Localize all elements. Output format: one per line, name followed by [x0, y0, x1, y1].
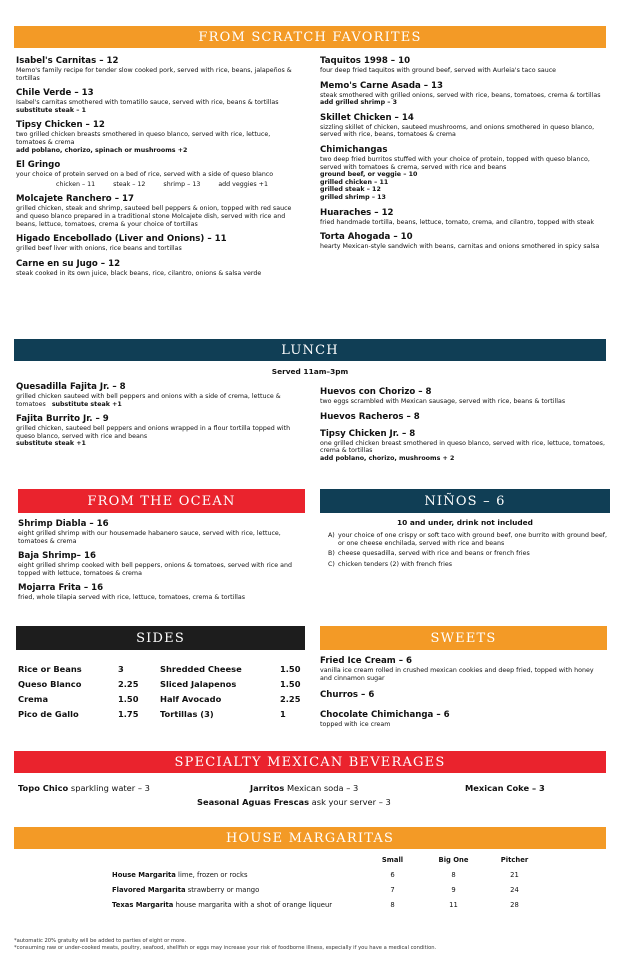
menu-item — [16, 382, 300, 408]
menu-item — [320, 56, 608, 75]
price-cell: 7 — [390, 885, 395, 894]
margarita-name: Texas Margarita — [112, 900, 174, 909]
beverage-item — [465, 783, 545, 793]
beverages-banner — [14, 751, 606, 773]
margarita-desc: house margarita with a shot of orange liqueur — [173, 900, 333, 909]
beverage-desc: Mexican soda – 3 — [284, 783, 359, 793]
price-cell: 21 — [510, 870, 519, 879]
table-header — [112, 852, 545, 867]
item-extra: substitute steak – 1 — [16, 106, 87, 114]
sides-title: SIDES — [136, 630, 185, 646]
lunch-banner — [14, 339, 606, 361]
menu-item — [320, 81, 608, 107]
side-price: 3 — [118, 664, 124, 674]
lunch-title: LUNCH — [281, 342, 339, 358]
footer-note: *automatic 20% gratuity will be added to parties of eight or more. — [14, 938, 187, 944]
menu-item — [18, 551, 305, 577]
side-name: Rice or Beans — [18, 664, 82, 674]
item-desc: hearty Mexican-style sandwich with beans, carnitas and onions smothered in spicy salsa — [320, 243, 600, 251]
item-name: Taquitos 1998 – 10 — [320, 56, 411, 66]
item-name: Chimichangas — [320, 144, 388, 155]
item-name: Churros – 6 — [320, 690, 375, 701]
menu-item — [320, 656, 607, 682]
menu-item — [16, 160, 300, 188]
item-desc: vanilla ice cream rolled in crushed mexican cookies and deep fried, topped with honey and cinnamon sugar — [320, 667, 594, 682]
item-name: Fried Ice Cream – 6 — [320, 656, 412, 666]
side-name: Pico de Gallo — [18, 709, 79, 719]
menu-item — [16, 120, 300, 154]
item-letter: C) — [328, 560, 335, 568]
sides-left — [18, 662, 146, 722]
column-header: Pitcher — [500, 855, 529, 864]
footer-note: *consuming raw or under-cooked meats, poultry, seafood, shellfish or eggs may increase your risk of foodborne illness, especially if you have a medical condition. — [14, 945, 437, 951]
sweets-banner — [320, 626, 607, 650]
item-letter: A) — [328, 532, 335, 539]
ninos-subtitle: 10 and under, drink not included — [397, 518, 533, 527]
table-row — [112, 897, 545, 912]
item-name: Shrimp Diabla – 16 — [18, 519, 109, 529]
scratch-left-column — [16, 56, 300, 283]
item-name: Higado Encebollado (Liver and Onions) – 11 — [16, 234, 227, 245]
menu-item — [16, 414, 300, 448]
menu-item — [320, 429, 608, 463]
list-item — [328, 561, 608, 569]
item-extra: add poblano, chorizo, mushrooms + 2 — [320, 454, 455, 462]
menu-item — [320, 412, 608, 423]
side-row — [160, 692, 305, 707]
margaritas-table — [112, 852, 545, 912]
list-item — [328, 550, 608, 558]
item-desc: fried handmade tortilla, beans, lettuce, tomato, crema, and cilantro, topped with steak — [320, 218, 595, 226]
side-price: 2.25 — [280, 694, 301, 704]
item-name: Molcajete Ranchero – 17 — [16, 194, 134, 205]
side-price: 1.50 — [118, 694, 139, 704]
price-cell: 8 — [451, 870, 456, 879]
item-desc: fried, whole tilapia served with rice, lettuce, tomatoes, crema & tortillas — [18, 594, 246, 602]
item-name: Chile Verde – 13 — [16, 88, 94, 99]
lunch-left-column — [16, 382, 300, 454]
item-name: Tipsy Chicken – 12 — [16, 120, 105, 131]
beverage-item — [197, 797, 391, 807]
beverage-desc: sparkling water – 3 — [68, 783, 150, 793]
item-name: Tipsy Chicken Jr. – 8 — [320, 428, 416, 439]
menu-item — [16, 234, 300, 253]
side-price: 1.75 — [118, 709, 139, 719]
item-name: Quesadilla Fajita Jr. – 8 — [16, 382, 126, 392]
menu-item — [320, 690, 607, 701]
ninos-title: NIÑOS – 6 — [424, 493, 506, 509]
item-extra: add grilled shrimp – 3 — [320, 99, 397, 107]
menu-item — [16, 259, 300, 278]
side-row — [160, 677, 305, 692]
item-desc: two eggs scrambled with Mexican sausage, served with rice, beans & tortillas — [320, 398, 566, 405]
price-cell: 11 — [449, 900, 458, 909]
margaritas-title: HOUSE MARGARITAS — [225, 830, 395, 846]
side-row — [18, 662, 146, 677]
beverage-item — [18, 783, 150, 793]
gringo-option: chicken – 11 — [56, 180, 96, 188]
scratch-right-column — [320, 56, 608, 257]
side-row — [160, 707, 305, 722]
gringo-option: steak – 12 — [113, 180, 146, 188]
item-desc: two deep fried burritos stuffed with your choice of protein, topped with queso blanco, served with tomatoes & crema, served with rice and beans — [320, 155, 590, 171]
sweets-column — [320, 656, 607, 735]
item-desc: one grilled chicken breast smothered in queso blanco, served with rice, lettuce, tomatoes, crema & tortillas — [320, 439, 605, 455]
margaritas-banner — [14, 827, 606, 849]
beverage-name: Mexican Coke – 3 — [465, 783, 545, 793]
side-price: 1.50 — [280, 679, 301, 689]
item-desc: your choice of protein served on a bed of rice, served with a side of queso blanco — [16, 171, 274, 179]
table-row — [112, 882, 545, 897]
beverage-item — [250, 783, 358, 793]
item-desc: grilled chicken, steak and shrimp, sauteed bell peppers & onion, topped with red sauce and queso blanco prepared in a traditional stone Molcajete dish, served with rice and beans, lettuce, tomatoes, crema & your choice of tortillas — [16, 205, 292, 228]
gringo-option: add veggies +1 — [218, 180, 268, 188]
side-name: Crema — [18, 694, 49, 704]
side-price: 1 — [280, 709, 286, 719]
beverage-name: Seasonal Aguas Frescas — [197, 797, 310, 807]
item-desc: grilled chicken sauteed with bell peppers and onions with a side of crema, lettuce & tomatoes substitute steak +1 — [16, 393, 281, 408]
gringo-option: shrimp – 13 — [163, 180, 201, 188]
gringo-options — [16, 181, 300, 189]
price-cell: 24 — [510, 885, 519, 894]
item-name: Skillet Chicken – 14 — [320, 112, 414, 123]
item-desc: grilled beef liver with onions, rice beans and tortillas — [16, 245, 182, 253]
beverage-name: Topo Chico — [18, 783, 69, 793]
side-price: 2.25 — [118, 679, 139, 689]
item-extra: add poblano, chorizo, spinach or mushrooms +2 — [16, 146, 188, 154]
ocean-column — [18, 519, 305, 608]
item-desc: steak smothered with grilled onions, served with rice, beans, tomatoes, crema & tortillas — [320, 91, 601, 99]
scratch-title: FROM SCRATCH FAVORITES — [198, 29, 422, 45]
margarita-desc: lime, frozen or rocks — [175, 870, 248, 879]
menu-item — [16, 88, 300, 114]
item-extra: substitute steak +1 — [51, 400, 122, 408]
side-name: Tortillas (3) — [160, 709, 214, 719]
menu-item — [16, 56, 300, 82]
item-name: Fajita Burrito Jr. – 9 — [16, 414, 109, 425]
side-name: Queso Blanco — [18, 679, 82, 689]
item-desc: eight grilled shrimp cooked with bell peppers, onions & tomatoes, served with rice and topped with lettuce, tomatoes & crema — [18, 562, 292, 577]
menu-item — [320, 208, 608, 227]
sides-banner — [16, 626, 305, 650]
menu-item — [18, 519, 305, 545]
side-price: 1.50 — [280, 664, 301, 674]
item-name: Chocolate Chimichanga – 6 — [320, 710, 450, 721]
item-extra: substitute steak +1 — [16, 440, 86, 448]
ninos-banner — [320, 489, 610, 513]
item-text: your choice of one crispy or soft taco with ground beef, one burrito with ground beef, or one cheese enchilada, served with rice and beans — [338, 532, 608, 547]
margarita-name: Flavored Margarita — [112, 885, 186, 894]
menu-item — [16, 194, 300, 228]
menu-item — [320, 387, 608, 406]
beverage-desc: ask your server – 3 — [309, 797, 391, 807]
item-name: Huevos con Chorizo – 8 — [320, 387, 432, 397]
column-header: Big One — [438, 855, 469, 864]
item-desc: Isabel's carnitas smothered with tomatillo sauce, served with rice, beans & tortillas — [16, 99, 279, 107]
beverages-title: SPECIALTY MEXICAN BEVERAGES — [174, 754, 446, 770]
item-desc: grilled chicken, sauteed bell peppers and onions wrapped in a flour tortilla topped with queso blanco, served with rice and beans — [16, 425, 291, 440]
side-row — [160, 662, 305, 677]
lunch-right-column — [320, 387, 608, 468]
side-row — [18, 692, 146, 707]
item-desc: two grilled chicken breasts smothered in queso blanco, served with rice, lettuce, tomatoes & crema — [16, 131, 271, 146]
item-name: El Gringo — [16, 160, 61, 171]
beverage-name: Jarritos — [250, 783, 285, 793]
side-row — [18, 707, 146, 722]
column-header: Small — [381, 855, 404, 864]
item-name: Baja Shrimp– 16 — [18, 551, 96, 562]
sweets-title: SWEETS — [430, 630, 497, 646]
ocean-banner — [18, 489, 305, 513]
scratch-banner — [14, 26, 606, 48]
item-name: Isabel's Carnitas – 12 — [16, 56, 119, 66]
margarita-name: House Margarita — [112, 870, 176, 879]
item-name: Torta Ahogada – 10 — [320, 232, 413, 243]
menu-item — [320, 145, 608, 202]
item-name: Huevos Racheros – 8 — [320, 411, 420, 422]
item-desc: four deep fried taquitos with ground beef, served with Aurleia's taco sauce — [320, 67, 557, 74]
item-desc: Memo's family recipe for tender slow cooked pork, served with rice, beans, jalapeños & tortillas — [16, 67, 292, 82]
side-row — [18, 677, 146, 692]
footer-notes — [14, 938, 436, 952]
lunch-served-hours: Served 11am–3pm — [271, 367, 349, 376]
item-text: chicken tenders (2) with french fries — [338, 560, 453, 568]
price-cell: 9 — [451, 885, 456, 894]
side-name: Sliced Jalapenos — [160, 679, 237, 689]
item-text: cheese quesadilla, served with rice and beans or french fries — [338, 550, 530, 558]
sides-right — [160, 662, 305, 722]
ninos-list — [328, 532, 608, 571]
price-cell: 8 — [390, 900, 395, 909]
item-extra: ground beef, or veggie – 10 grilled chicken – 11 grilled steak – 12 grilled shrimp – 13 — [320, 171, 418, 201]
menu-item — [320, 113, 608, 139]
side-name: Shredded Cheese — [160, 664, 242, 674]
item-name: Carne en su Jugo – 12 — [16, 258, 121, 269]
item-name: Huaraches – 12 — [320, 207, 394, 218]
item-desc: topped with ice cream — [320, 721, 391, 729]
item-name: Memo's Carne Asada – 13 — [320, 80, 444, 91]
item-desc: sizzling skillet of chicken, sauteed mushrooms, and onions smothered in queso blanco, served with rice, beans, tomatoes & crema — [320, 123, 595, 139]
ocean-title: FROM THE OCEAN — [87, 493, 236, 509]
menu-item — [320, 710, 607, 729]
menu-item — [320, 232, 608, 251]
item-name: Mojarra Frita – 16 — [18, 583, 104, 594]
table-row — [112, 867, 545, 882]
item-desc: eight grilled shrimp with our housemade habanero sauce, served with rice, lettuce, tomatoes & crema — [18, 530, 281, 545]
item-desc: steak cooked in its own juice, black beans, rice, cilantro, onions & salsa verde — [16, 269, 262, 277]
margarita-desc: strawberry or mango — [185, 885, 260, 894]
side-name: Half Avocado — [160, 694, 222, 704]
menu-item — [18, 583, 305, 602]
price-cell: 6 — [390, 870, 395, 879]
price-cell: 28 — [510, 900, 519, 909]
list-item — [328, 532, 608, 547]
item-letter: B) — [328, 550, 335, 558]
